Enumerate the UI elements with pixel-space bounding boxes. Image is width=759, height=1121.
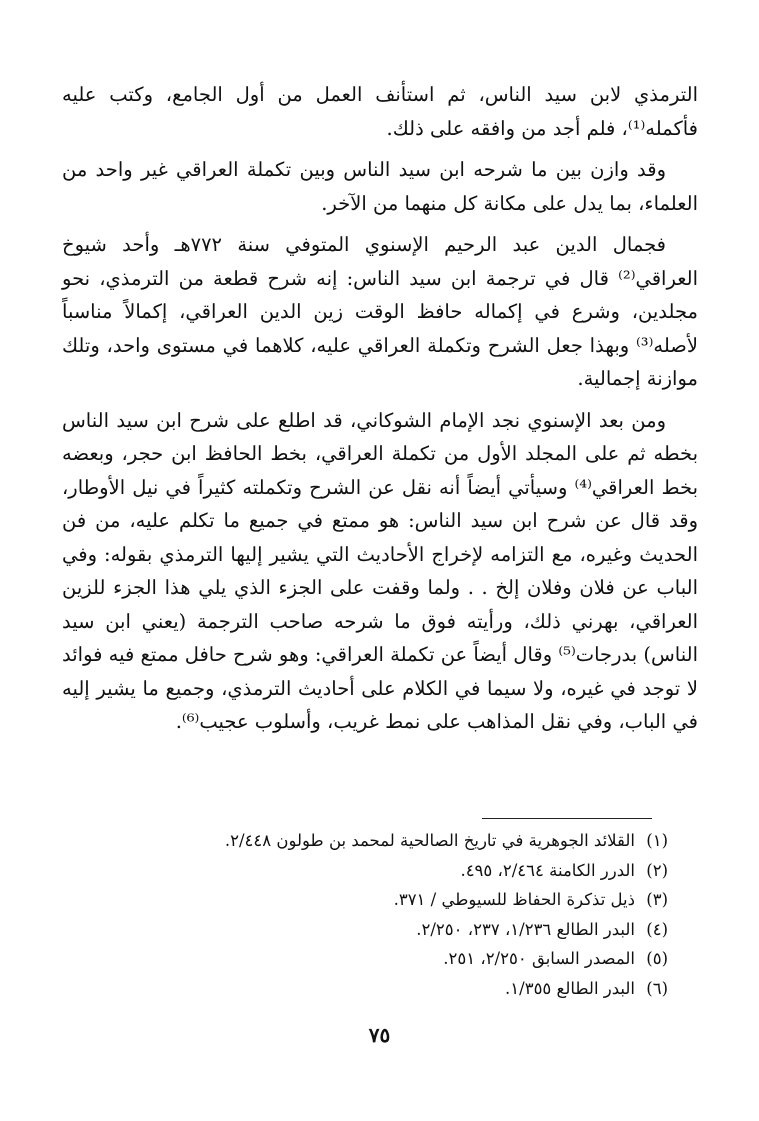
footnote-item xyxy=(62,856,668,886)
footnote-text: البدر الطالع ١/٢٣٦، ٢٣٧، ٢/٢٥٠. xyxy=(416,919,635,939)
paragraph-3: فجمال الدين عبد الرحيم الإسنوي المتوفي سنة ٧٧٢هـ وأحد شيوخ العراقي⁽²⁾ قال في ترجمة ابن سيد الناس: إنه شرح قطعة من الترمذي، نحو مجلدين، وشرع في إكماله حافظ الوقت زين الدين العراقي، إكمالاً مناسباً لأصله⁽³⁾ وبهذا جعل الشرح وتكملة العراقي عليه، كلاهما في مستوى واحد، وتلك موازنة إجمالية. xyxy=(62,233,698,390)
footnote-text: القلائد الجوهرية في تاريخ الصالحية لمحمد بن طولون ٢/٤٤٨. xyxy=(224,831,635,850)
footnotes xyxy=(62,826,668,1003)
footnote-item xyxy=(62,885,668,915)
main-text xyxy=(62,78,698,747)
footnote-text: الدرر الكامنة ٢/٤٦٤، ٤٩٥. xyxy=(460,860,635,880)
footnote-number: (١) xyxy=(646,831,668,850)
paragraph-1: الترمذي لابن سيد الناس، ثم استأنف العمل من أول الجامع، وكتب عليه فأكمله⁽¹⁾، فلم أجد من وافقه على ذلك. xyxy=(62,83,698,140)
footnote-item xyxy=(62,915,668,945)
footnote-text: البدر الطالع ١/٣٥٥. xyxy=(505,978,635,998)
footnote-number: (٤) xyxy=(646,919,668,939)
page-number: ٧٥ xyxy=(368,1023,391,1047)
footnote-number: (٢) xyxy=(646,860,668,880)
footnote-item xyxy=(62,974,668,1004)
footnote-text: ذيل تذكرة الحفاظ للسيوطي / ٣٧١. xyxy=(393,890,635,909)
paragraph-2: وقد وازن بين ما شرحه ابن سيد الناس وبين تكملة العراقي غير واحد من العلماء، بما يدل على مكانة كل منهما من الآخر. xyxy=(62,158,698,215)
footnote-number: (٥) xyxy=(646,949,668,968)
footnote-item xyxy=(62,944,668,974)
footnote-item xyxy=(62,826,668,856)
footnote-divider xyxy=(482,818,652,819)
footnote-text: المصدر السابق ٢/٢٥٠، ٢٥١. xyxy=(443,949,635,968)
footnote-number: (٦) xyxy=(646,978,668,998)
paragraph-4: ومن بعد الإسنوي نجد الإمام الشوكاني، قد اطلع على شرح ابن سيد الناس بخطه ثم على المجلد الأول من تكملة العراقي، بخط الحافظ ابن حجر، وبعضه بخط العراقي⁽⁴⁾ وسيأتي أيضاً أنه نقل عن الشرح وتكملته كثيراً في نيل الأوطار، وقد قال عن شرح ابن سيد الناس: هو ممتع في جميع ما تكلم عليه، من فن الحديث وغيره، مع التزامه لإخراج الأحاديث التي يشير إليها الترمذي بقوله: وفي الباب عن فلان وفلان إلخ . . ولما وقفت على الجزء الذي يلي هذا الجزء للزين العراقي، بهرني ذلك، ورأيته فوق ما شرحه صاحب الترجمة (يعني ابن سيد الناس) بدرجات⁽⁵⁾ وقال أيضاً عن تكملة العراقي: وهو شرح حافل ممتع فيه فوائد لا توجد في غيره، ولا سيما في الكلام على أحاديث الترمذي، وجميع ما يشير إليه في الباب، وفي نقل المذاهب على نمط غريب، وأسلوب عجيب⁽⁶⁾. xyxy=(62,408,699,733)
footnote-number: (٣) xyxy=(646,890,668,909)
